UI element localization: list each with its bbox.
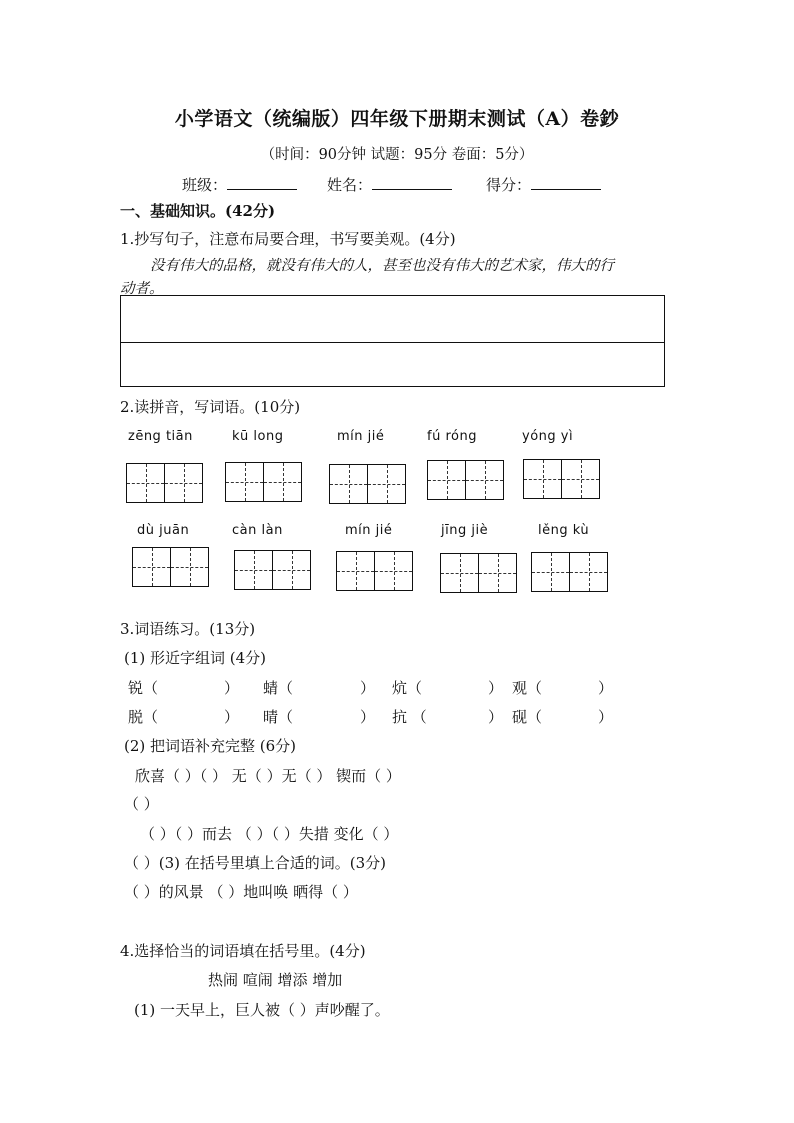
- fill-line: （ ）(3) 在括号里填上合适的词。(3分): [124, 854, 387, 872]
- writing-grid[interactable]: [225, 462, 302, 502]
- pinyin-label: fú róng: [427, 429, 477, 444]
- pinyin-label: yóng yì: [522, 429, 574, 444]
- pinyin-label: càn làn: [232, 523, 283, 538]
- char-word-item: 脱（: [128, 708, 159, 726]
- char-word-item: 蜻（: [263, 679, 294, 697]
- score-label: 得分：: [486, 176, 532, 194]
- exam-title: 小学语文（统编版）四年级下册期末测试（A）卷鈔: [174, 108, 620, 130]
- char-word-item: 锐（: [128, 679, 159, 697]
- section1-heading: 一、基础知识。(42分): [120, 202, 276, 220]
- pinyin-label: dù juān: [137, 523, 190, 538]
- score-field: [486, 174, 601, 195]
- exam-info: （时间：90分钟 试题：95分 卷面：5分）: [260, 147, 534, 163]
- class-blank[interactable]: [227, 175, 297, 190]
- char-word-item: ）: [488, 708, 504, 726]
- char-word-item: ）: [598, 679, 614, 697]
- q1-title: 1.抄写句子，注意布局要合理，书写要美观。(4分): [120, 230, 456, 248]
- writing-grid[interactable]: [523, 459, 600, 499]
- name-field: [327, 174, 452, 195]
- char-word-item: 砚（: [512, 708, 543, 726]
- q3-part2-title: (2) 把词语补充完整 (6分): [124, 737, 297, 755]
- q4-title: 4.选择恰当的词语填在括号里。(4分): [120, 942, 366, 960]
- char-word-item: 晴（: [263, 708, 294, 726]
- pinyin-label: mín jié: [337, 429, 385, 444]
- writing-grid[interactable]: [336, 551, 413, 591]
- writing-grid[interactable]: [329, 464, 406, 504]
- class-field: [182, 174, 297, 195]
- q4-item1: (1) 一天早上，巨人被（ ）声吵醒了。: [134, 1001, 390, 1019]
- fill-line: 欣喜（ ）（ ） 无（ ）无（ ） 锲而（ ）: [135, 767, 401, 785]
- writing-grid[interactable]: [531, 552, 608, 592]
- pinyin-label: jīng jiè: [441, 523, 489, 538]
- char-word-item: ）: [360, 708, 376, 726]
- fill-line: （ ）的风景 （ ）地叫唤 晒得（ ）: [124, 883, 358, 901]
- pinyin-label: mín jié: [345, 523, 393, 538]
- copy-box-divider: [121, 342, 664, 343]
- class-label: 班级：: [182, 176, 228, 194]
- q1-sentence-line1: 没有伟大的品格，就没有伟大的人，甚至也没有伟大的艺术家，伟大的行: [150, 258, 614, 274]
- writing-grid[interactable]: [234, 550, 311, 590]
- char-word-item: ）: [488, 679, 504, 697]
- writing-grid[interactable]: [427, 460, 504, 500]
- char-word-item: 观（: [512, 679, 543, 697]
- q1-sentence-line2: 动者。: [120, 281, 164, 297]
- fill-line: （ ）: [124, 795, 159, 813]
- copy-writing-box[interactable]: [120, 295, 665, 387]
- char-word-item: ）: [360, 679, 376, 697]
- writing-grid[interactable]: [440, 553, 517, 593]
- pinyin-label: kū long: [232, 429, 284, 444]
- pinyin-label: lěng kù: [538, 523, 590, 538]
- fill-line: （ ）（ ）而去 （ ）（ ）失措 变化（ ）: [140, 825, 399, 843]
- word-bank: 热闹 喧闹 增添 增加: [208, 971, 343, 989]
- name-label: 姓名：: [327, 176, 373, 194]
- writing-grid[interactable]: [132, 547, 209, 587]
- char-word-item: 抗 （: [392, 708, 427, 726]
- score-blank[interactable]: [531, 175, 601, 190]
- char-word-item: ）: [224, 679, 240, 697]
- char-word-item: ）: [598, 708, 614, 726]
- q2-title: 2.读拼音，写词语。(10分): [120, 398, 301, 416]
- pinyin-label: zēng tiān: [128, 429, 193, 444]
- name-blank[interactable]: [372, 175, 452, 190]
- q3-title: 3.词语练习。(13分): [120, 620, 256, 638]
- char-word-item: 炕（: [392, 679, 423, 697]
- q3-part1-title: (1) 形近字组词 (4分): [124, 649, 267, 667]
- writing-grid[interactable]: [126, 463, 203, 503]
- char-word-item: ）: [224, 708, 240, 726]
